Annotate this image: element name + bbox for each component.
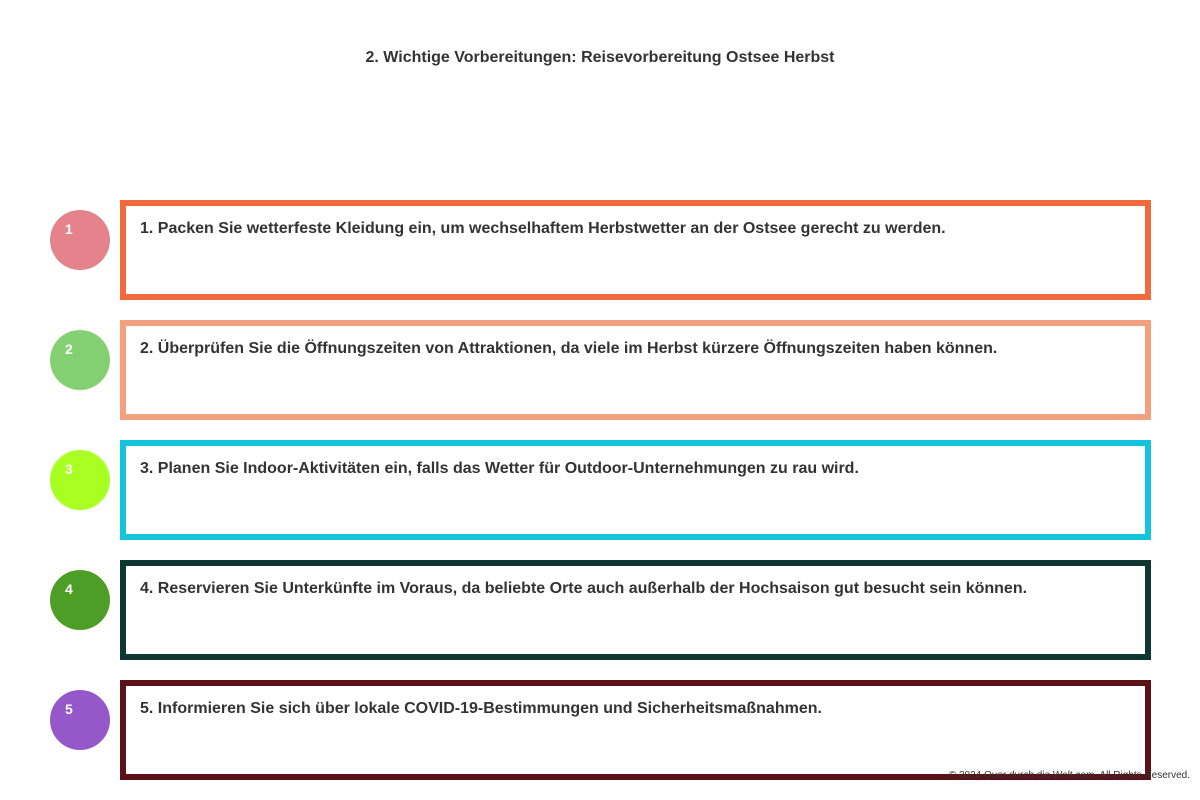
step-number: 4	[65, 581, 73, 597]
step-text: 4. Reservieren Sie Unterkünfte im Voraus, da beliebte Orte auch außerhalb der Hochsaison gut besucht sein können.	[140, 580, 1028, 597]
step-number: 3	[65, 461, 73, 477]
step-4	[0, 560, 1200, 660]
step-circle	[50, 330, 110, 390]
step-box	[120, 320, 1151, 420]
step-circle	[50, 210, 110, 270]
copyright-footer: © 2024 Quer durch die Welt.com. All Rights Reserved.	[948, 770, 1190, 781]
step-number: 5	[65, 701, 73, 717]
step-1	[0, 200, 1200, 300]
step-circle	[50, 450, 110, 510]
step-3	[0, 440, 1200, 540]
step-text: 2. Überprüfen Sie die Öffnungszeiten von Attraktionen, da viele im Herbst kürzere Öffnungszeiten haben können.	[140, 340, 998, 357]
step-circle	[50, 570, 110, 630]
step-text: 5. Informieren Sie sich über lokale COVID-19-Bestimmungen und Sicherheitsmaßnahmen.	[140, 700, 822, 717]
step-circle	[50, 690, 110, 750]
step-2	[0, 320, 1200, 420]
step-box	[120, 680, 1151, 780]
page-title: 2. Wichtige Vorbereitungen: Reisevorbereitung Ostsee Herbst	[365, 49, 835, 66]
step-box	[120, 200, 1151, 300]
step-number: 2	[65, 341, 73, 357]
step-text: 3. Planen Sie Indoor-Aktivitäten ein, falls das Wetter für Outdoor-Unternehmungen zu rau wird.	[140, 460, 859, 477]
step-box	[120, 440, 1151, 540]
step-box	[120, 560, 1151, 660]
step-text: 1. Packen Sie wetterfeste Kleidung ein, um wechselhaftem Herbstwetter an der Ostsee gerecht zu werden.	[140, 220, 946, 237]
step-number: 1	[65, 221, 73, 237]
step-5	[0, 680, 1200, 780]
